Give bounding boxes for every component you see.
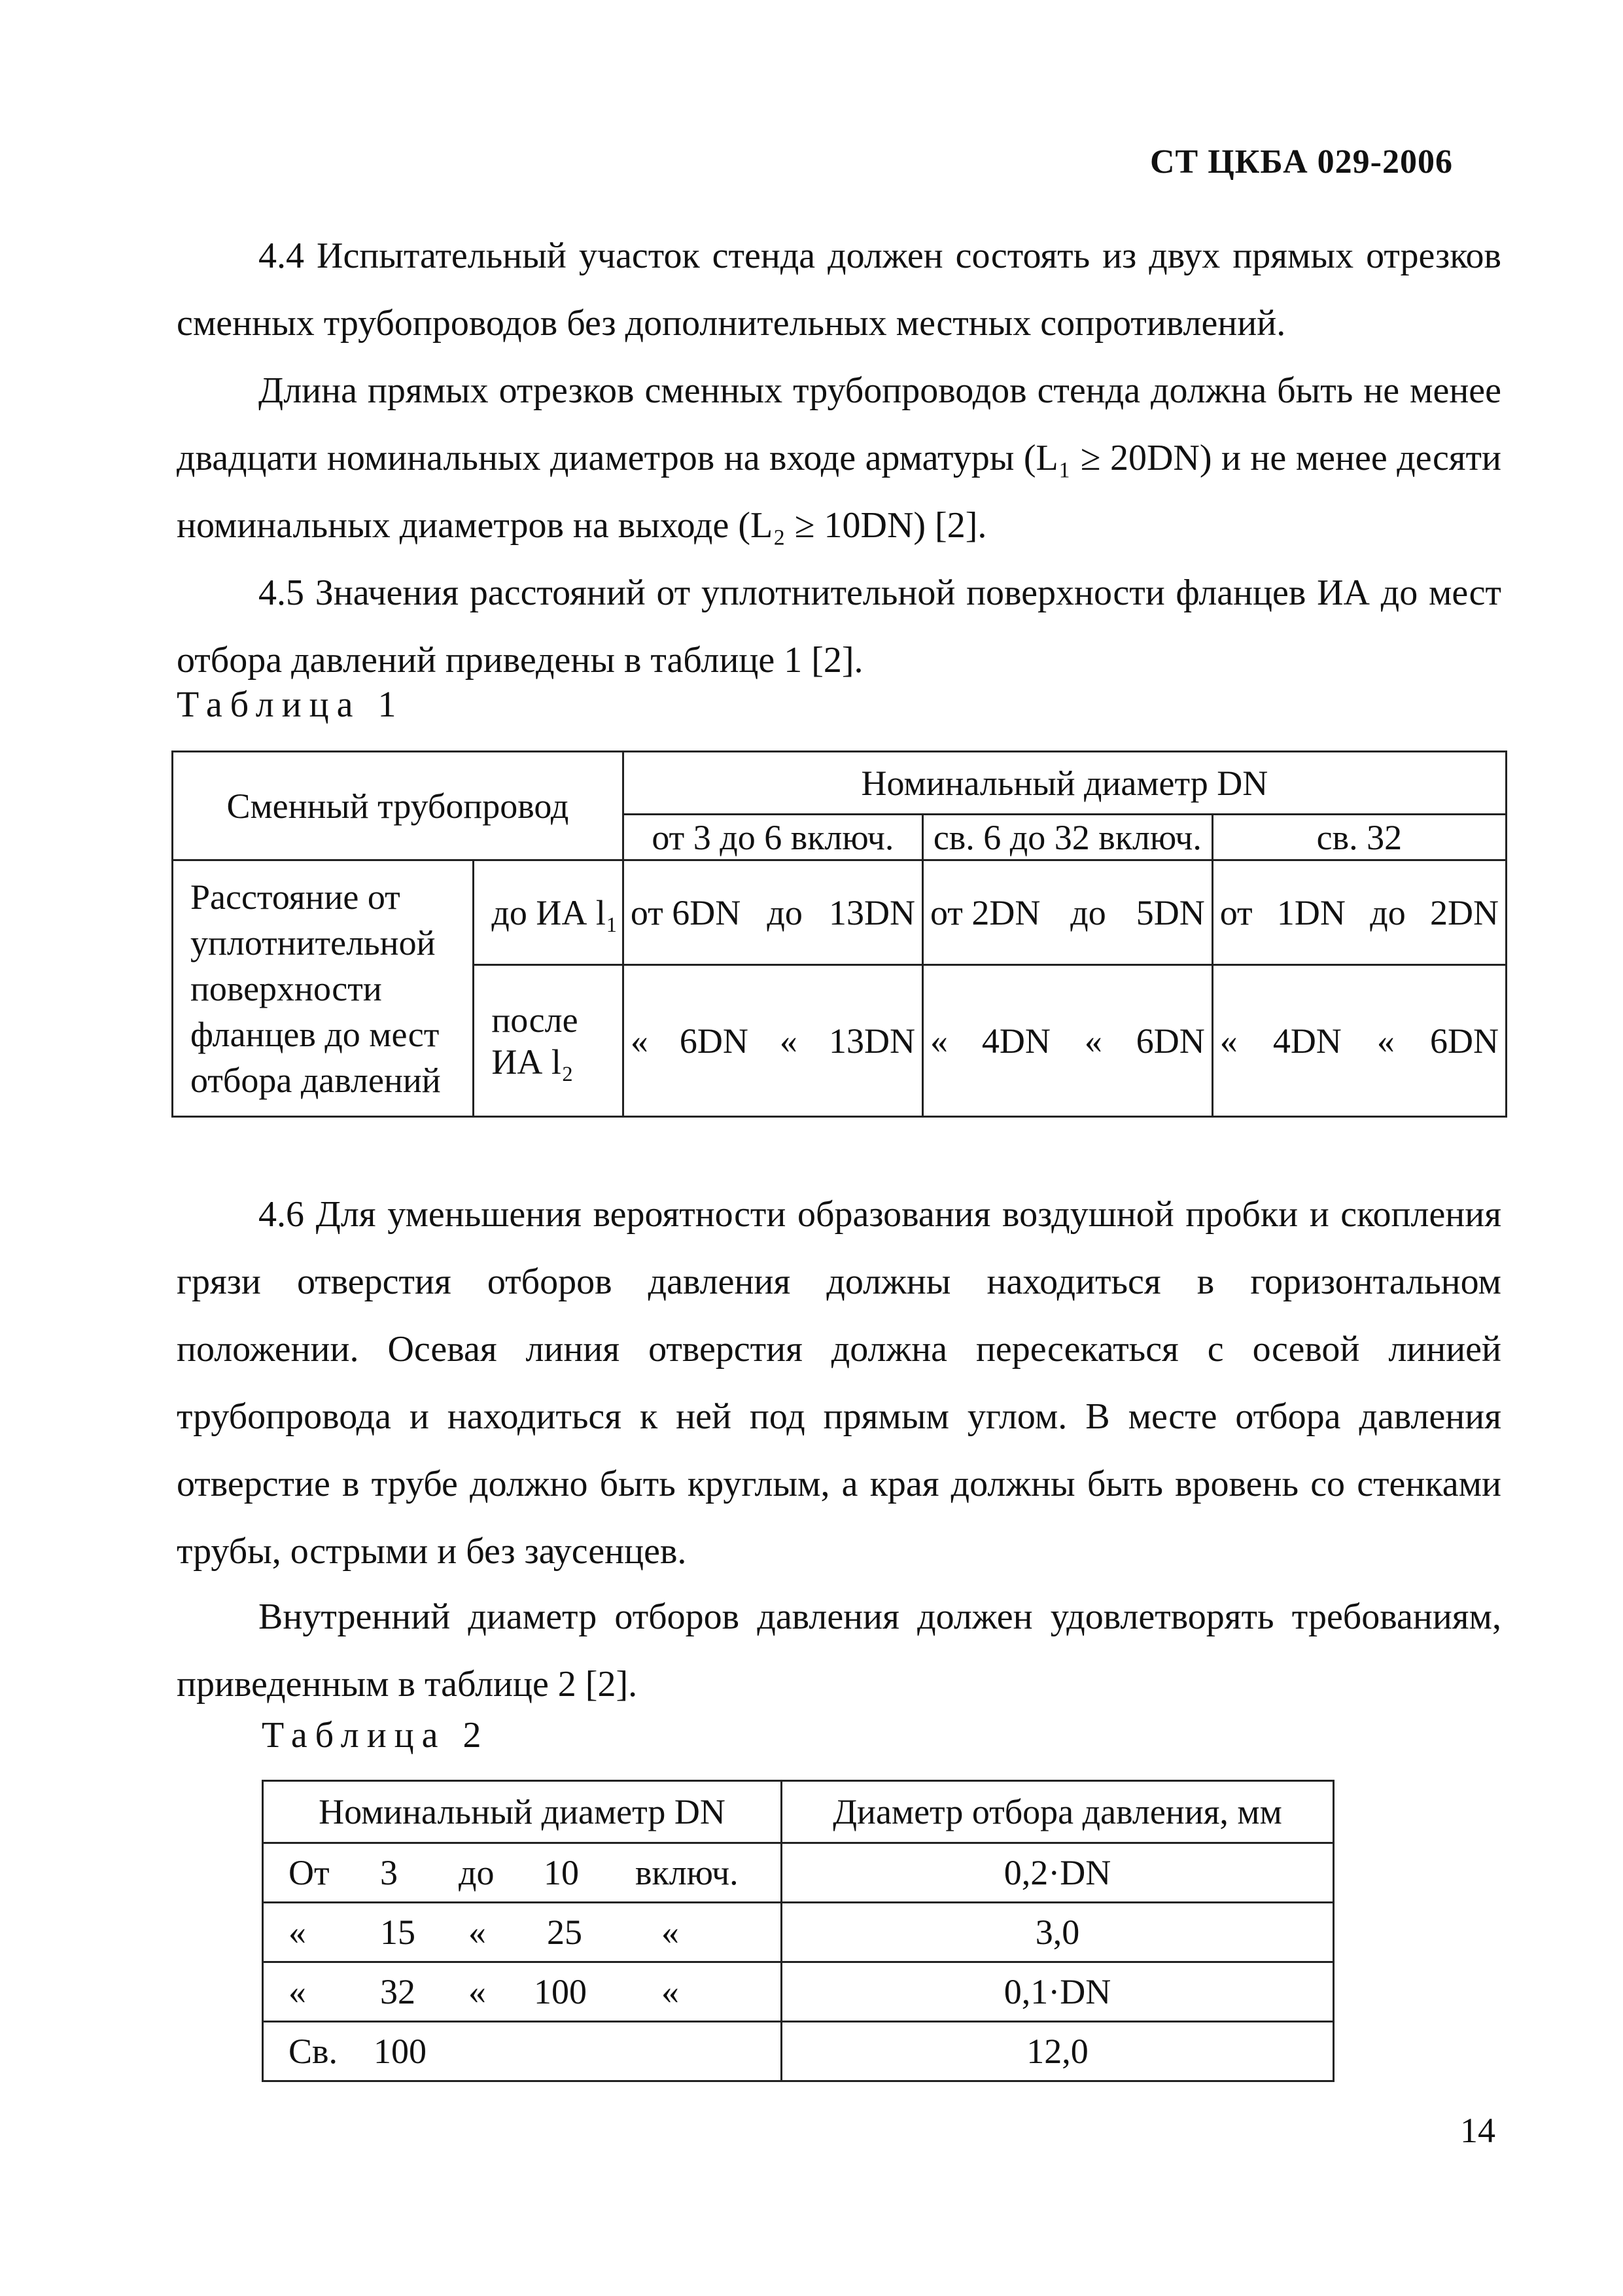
table1-cell: « 4DN « 6DN [922,965,1212,1117]
table2-dn-cell: Св. 100 [263,2022,782,2081]
paragraph-4-6: 4.6 Для уменьшения вероятности образования воздушной пробки и скопления грязи отверстия отборов давления должны находиться в горизонтальном положении. Осевая линия отверстия должна пересекаться с осевой линией трубопровода и находиться к ней под прямым углом. В месте отбора давления отверстие в трубе должно быть круглым, а края должны быть вровень со стенками трубы, острыми и без заусенцев. [177,1194,1501,1572]
table1-cell: от 6DN до 13DN [623,860,922,965]
table2-caption: Таблица 2 [262,1715,489,1756]
table1-caption: Таблица 1 [177,684,404,725]
table-2 [262,1780,1335,2082]
table2-dn-cell: « 15 « 25 « [263,1903,782,1962]
table1-col-header: от 3 до 6 включ. [623,815,922,860]
table2-diameter-cell: 12,0 [782,2022,1334,2081]
table2-diameter-cell: 0,2·DN [782,1843,1334,1903]
table1-cell: от 2DN до 5DN [922,860,1212,965]
table1-row-sub: после ИА l₂ [474,965,623,1117]
table1-row-label: Расстояние от уплотнительной поверхности фланцев до мест отбора давлений [173,860,474,1117]
table1-col-header: св. 6 до 32 включ. [922,815,1212,860]
table1-cell: от 1DN до 2DN [1212,860,1506,965]
table2-dn-cell: От 3 до 10 включ. [263,1843,782,1903]
table1-group-header: Номинальный диаметр DN [623,752,1506,815]
paragraph-4-5: 4.5 Значения расстояний от уплотнительной поверхности фланцев ИА до мест отбора давлений приведены в таблице 1 [2]. [177,573,1501,680]
table2-dn-cell: « 32 « 100 « [263,1962,782,2022]
table1-cell: « 6DN « 13DN [623,965,922,1117]
table2-diameter-cell: 0,1·DN [782,1962,1334,2022]
paragraph-4-4-length: Длина прямых отрезков сменных трубопроводов стенда должна быть не менее двадцати номинальных диаметров на входе арматуры (L₁ ≥ 20DN) и не менее десяти номинальных диаметров на выходе (L₂ ≥ 10DN) [2]. [177,370,1501,546]
document-code: СТ ЦКБА 029-2006 [1150,143,1453,181]
table2-diameter-cell: 3,0 [782,1903,1334,1962]
paragraph-4-6-diameter: Внутренний диаметр отборов давления должен удовлетворять требованиям, приведенным в таблице 2 [2]. [177,1597,1501,1704]
table-1 [171,751,1507,1118]
table2-header: Диаметр отбора давления, мм [782,1781,1334,1843]
table1-cell: « 4DN « 6DN [1212,965,1506,1117]
paragraph-4-4: 4.4 Испытательный участок стенда должен состоять из двух прямых отрезков сменных трубопроводов без дополнительных местных сопротивлений. [177,236,1501,344]
table1-row-sub: до ИА l₁ [474,860,623,965]
table1-col-header: св. 32 [1212,815,1506,860]
table2-header: Номинальный диаметр DN [263,1781,782,1843]
table1-corner-header: Сменный трубопровод [173,752,623,860]
page-number: 14 [1460,2111,1495,2150]
